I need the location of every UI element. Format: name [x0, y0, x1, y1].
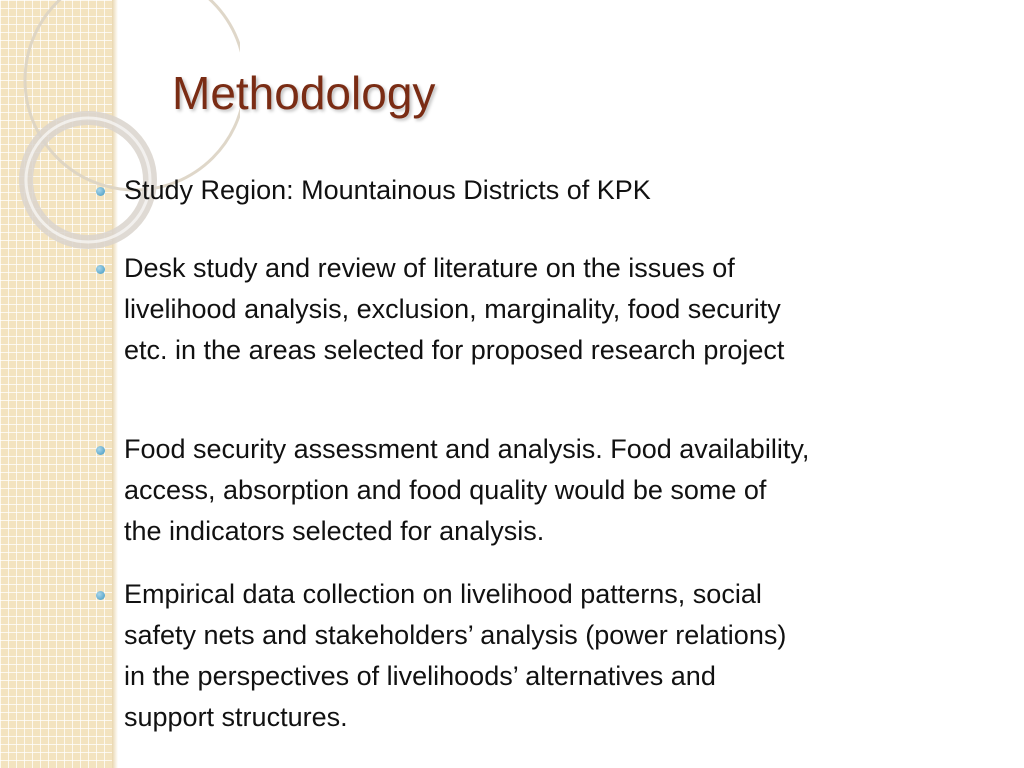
bullet-text	[124, 170, 1001, 211]
bullet-text	[124, 248, 1001, 371]
bullet-text	[124, 429, 1001, 552]
bullet-line: Desk study and review of literature on the issues of	[124, 253, 735, 283]
bullet-dot-icon	[96, 446, 105, 455]
bullet-dot-icon	[96, 265, 105, 274]
bullet-text	[124, 574, 1001, 738]
bullet-dot-icon	[96, 591, 105, 600]
bullet-line: support structures.	[124, 702, 348, 732]
bullet-line: Empirical data collection on livelihood patterns, social	[124, 579, 762, 609]
decorative-circles-graphic	[0, 0, 240, 280]
bullet-line: Study Region: Mountainous Districts of KPK	[124, 175, 651, 205]
bullet-line: etc. in the areas selected for proposed research project	[124, 335, 785, 365]
bullet-dot-icon	[96, 187, 105, 196]
bullet-line: access, absorption and food quality would be some of	[124, 475, 767, 505]
bullet-line: in the perspectives of livelihoods’ alternatives and	[124, 661, 716, 691]
bullet-line: Food security assessment and analysis. Food availability,	[124, 434, 810, 464]
slide-title: Methodology	[172, 67, 436, 119]
bullet-line: the indicators selected for analysis.	[124, 516, 545, 546]
bullet-line: safety nets and stakeholders’ analysis (power relations)	[124, 620, 787, 650]
bullet-line: livelihood analysis, exclusion, marginality, food security	[124, 294, 781, 324]
